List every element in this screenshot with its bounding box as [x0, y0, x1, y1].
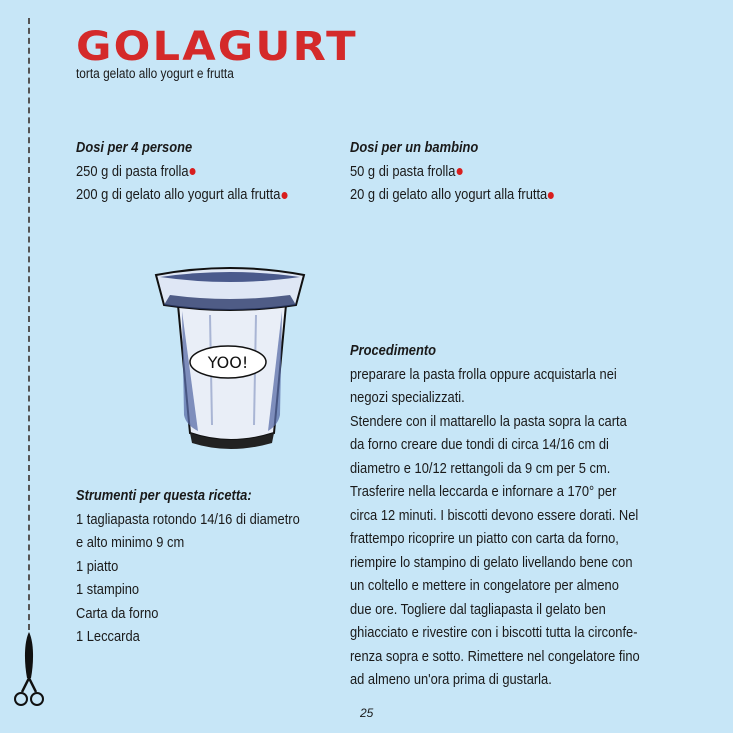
strumenti-heading: Strumenti per questa ricetta: [76, 487, 252, 504]
instruction-line: preparare la pasta frolla oppure acquistarla nei [350, 365, 617, 383]
ingredient-line: 50 g di pasta frolla [350, 160, 554, 184]
dosi-bambino-heading: Dosi per un bambino [350, 139, 479, 156]
instruction-line: ad almeno un'ora prima di gustarla. [350, 671, 552, 688]
tool-line: 1 Leccarda [76, 628, 140, 645]
instruction-line: Stendere con il mattarello la pasta sopra la carta [350, 412, 627, 430]
tool-line: Carta da forno [76, 604, 159, 622]
tool-line: e alto minimo 9 cm [76, 534, 185, 551]
procedimento-section [350, 339, 687, 692]
instruction-line: Trasferire nella leccarda e infornare a 170° per [350, 483, 617, 500]
tool-line: 1 stampino [76, 581, 140, 598]
cut-line [28, 18, 30, 630]
recipe-title: GOLAGURT [76, 24, 358, 70]
jar-label: YOO! [207, 353, 249, 372]
yogurt-jar-illustration [150, 265, 310, 450]
ingredient-line: 200 g di gelato allo yogurt alla frutta [76, 183, 287, 207]
dosi-4-heading: Dosi per 4 persone [76, 139, 193, 156]
ingredient-line: 20 g di gelato allo yogurt alla frutta [350, 183, 554, 207]
tool-line: 1 tagliapasta rotondo 14/16 di diametro [76, 510, 300, 528]
bullet-dot-icon [281, 192, 287, 199]
instruction-line: diametro e 10/12 rettangoli da 9 cm per 5 cm. [350, 459, 611, 477]
bullet-dot-icon [456, 168, 462, 175]
page-number: 25 [360, 706, 374, 720]
dosi-4-section [76, 136, 322, 207]
bullet-dot-icon [189, 168, 195, 175]
instruction-line: circa 12 minuti. I biscotti devono essere dorati. Nel [350, 506, 639, 524]
scissors-icon [12, 632, 46, 710]
instruction-line: un coltello e mettere in congelatore per almeno [350, 577, 619, 594]
ingredient-line: 250 g di pasta frolla [76, 160, 287, 184]
instruction-line: riempire lo stampino di gelato livellando bene con [350, 553, 633, 571]
recipe-subtitle: torta gelato allo yogurt e frutta [76, 66, 234, 81]
instruction-line: due ore. Togliere dal tagliapasta il gelato ben [350, 600, 606, 618]
bullet-dot-icon [548, 192, 554, 199]
instruction-line: ghiacciato e rivestire con i biscotti tutta la circonfe- [350, 624, 638, 641]
instruction-line: frattempo ricoprire un piatto con carta da forno, [350, 530, 619, 547]
dosi-bambino-section [350, 136, 587, 207]
instruction-line: da forno creare due tondi di circa 14/16 cm di [350, 436, 609, 453]
instruction-line: negozi specializzati. [350, 389, 465, 406]
procedimento-heading: Procedimento [350, 342, 437, 359]
strumenti-section [76, 484, 336, 649]
instruction-line: renza sopra e sotto. Rimettere nel congelatore fino [350, 647, 640, 665]
tool-line: 1 piatto [76, 557, 119, 575]
